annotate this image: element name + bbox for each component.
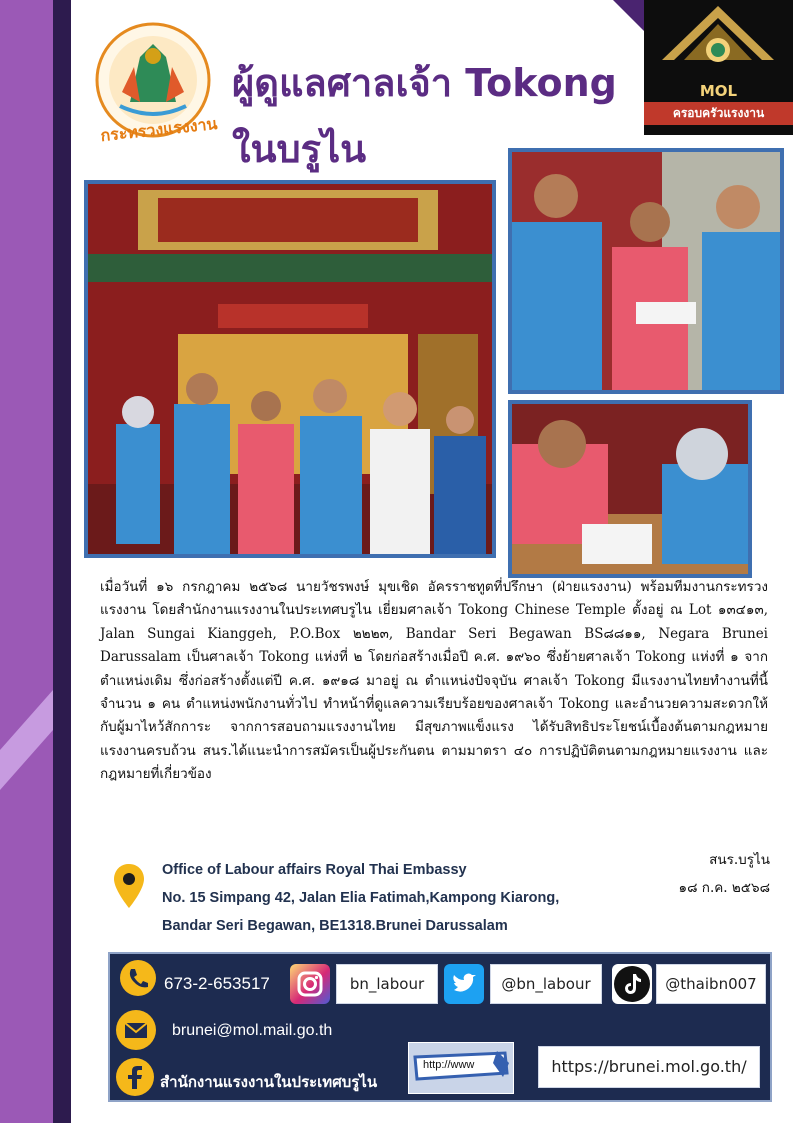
signature-office: สนร.บรูไน — [709, 852, 770, 868]
address-line-3: Bandar Seri Begawan, BE1318.Brunei Darussalam — [162, 918, 508, 934]
web-link-icon — [408, 1042, 514, 1094]
email-address[interactable]: brunei@mol.mail.go.th — [172, 1022, 333, 1039]
signature-date: ๑๘ ก.ค. ๒๕๖๘ — [678, 880, 770, 896]
facebook-icon — [116, 1058, 154, 1096]
contact-panel — [108, 952, 772, 1102]
phone-number[interactable]: 673-2-653517 — [164, 974, 270, 993]
location-pin-icon — [112, 862, 146, 910]
address-line-1: Office of Labour affairs Royal Thai Embassy — [162, 862, 467, 878]
instagram-icon — [290, 964, 330, 1004]
page-title-line-2: ในบรูไน — [232, 127, 367, 171]
article-body: เมื่อวันที่ ๑๖ กรกฎาคม ๒๕๖๘ นายวัชรพงษ์ มุขเชิด อัครราชทูตที่ปรึกษา (ฝ่ายแรงงาน) พร้อมทีมงานกระทรวงแรงงาน โดยสำนักงานแรงงานในประเทศบรูไน เยี่ยมศาลเจ้า Tokong Chinese Temple ตั้งอยู่ ณ Lot ๑๓๔๑๓, Jalan Sungai Kianggeh, P.O.Box ๒๒๒๓, Bandar Seri Begawan BS๘๘๑๑, Negara Brunei Darussalam เป็นศาลเจ้า Tokong แห่งที่ ๒ โดยก่อสร้างเมื่อปี ค.ศ. ๑๙๖๐ ซึ่งย้ายศาลเจ้า Tokong แห่งที่ ๑ จากตำแหน่งเดิม ซึ่งก่อสร้างตั้งแต่ปี ค.ศ. ๑๙๑๘ มาอยู่ ณ ตำแหน่งปัจจุบัน ศาลเจ้า Tokong มีแรงงานไทยทำงานที่นี้จำนวน ๑ คน ตำแหน่งพนักงานทั่วไป ทำหน้าที่ดูแลความเรียบร้อยของศาลเจ้า Tokong และอำนวยความสะดวกให้กับผู้มาไหว้สักการะ จากการสอบถามแรงงานไทย มีสุขภาพแข็งแรง ได้รับสิทธิประโยชน์เบื้องต้นตามกฎหมายแรงงานครบถ้วน สนร.ได้แนะนำการสมัครเป็นผู้ประกันตน ตามมาตรา ๔๐ การปฏิบัติตนตามกฎหมายแรงงาน และกฎหมายที่เกี่ยวข้อง — [100, 579, 768, 783]
ministry-logo-text: กระทรวงแรงงาน — [99, 113, 219, 146]
badge-slogan: ครอบครัวแรงงาน — [644, 102, 793, 125]
website-url[interactable]: https://brunei.mol.go.th/ — [538, 1046, 760, 1088]
email-icon — [116, 1010, 156, 1050]
web-icon-text: http://www — [423, 1059, 475, 1071]
twitter-icon — [444, 964, 484, 1004]
page-title-line-1: ผู้ดูแลศาลเจ้า Tokong — [232, 61, 617, 105]
phone-icon — [120, 960, 156, 996]
photo-officials-with-worker — [508, 148, 784, 394]
badge-brand: MOL — [699, 82, 738, 100]
instagram-handle[interactable]: bn_labour — [336, 964, 438, 1004]
left-diagonal-stripe — [0, 0, 71, 1123]
photo-worker-signing — [508, 400, 752, 578]
mol-family-badge — [644, 0, 793, 135]
tiktok-icon — [612, 964, 652, 1004]
photo-group-at-temple — [84, 180, 496, 558]
address-line-2: No. 15 Simpang 42, Jalan Elia Fatimah,Kampong Kiarong, — [162, 890, 560, 906]
twitter-handle[interactable]: @bn_labour — [490, 964, 602, 1004]
tiktok-handle[interactable]: @thaibn007 — [656, 964, 766, 1004]
facebook-page-name[interactable]: สำนักงานแรงงานในประเทศบรูไน — [160, 1073, 378, 1091]
temple-roof-icon — [644, 0, 793, 82]
